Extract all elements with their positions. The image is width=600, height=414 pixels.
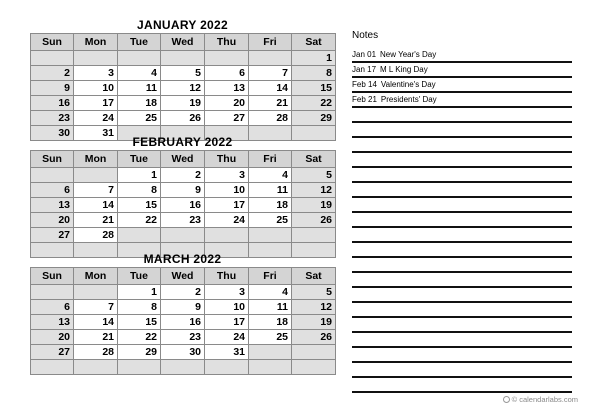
day-cell: 10 [205,183,249,198]
week-row [31,315,336,330]
notes-panel [352,28,572,393]
day-cell: 12 [292,183,336,198]
month-calendar-march [30,252,335,375]
week-row [31,198,336,213]
day-cell: 12 [161,81,205,96]
weekday-header: Mon [74,151,118,168]
note-line[interactable] [352,48,572,63]
day-cell: 20 [205,96,249,111]
day-cell: 26 [292,330,336,345]
week-row [31,330,336,345]
week-row [31,66,336,81]
calendarlabs-logo-icon [503,396,510,403]
day-cell: 21 [74,213,118,228]
note-date: Jan 17 [352,65,377,74]
day-cell: 31 [74,126,118,141]
day-cell: 3 [205,285,249,300]
day-cell: 28 [74,345,118,360]
day-cell: 2 [31,66,74,81]
day-cell: 26 [161,111,205,126]
weekday-header: Fri [249,151,292,168]
day-cell [205,360,249,375]
day-cell: 15 [292,81,336,96]
weekday-header: Sat [292,151,336,168]
day-cell: 5 [292,168,336,183]
day-cell: 24 [205,330,249,345]
week-row [31,81,336,96]
weekday-header-row [31,268,336,285]
day-cell: 29 [118,345,161,360]
day-cell: 17 [74,96,118,111]
weekday-header: Wed [161,151,205,168]
day-cell [74,51,118,66]
day-cell: 8 [118,183,161,198]
day-cell: 15 [118,315,161,330]
note-line[interactable] [352,198,572,213]
day-cell: 13 [31,198,74,213]
day-cell: 16 [161,198,205,213]
note-line[interactable] [352,363,572,378]
month-calendar-january [30,18,335,141]
week-row [31,213,336,228]
calendar-grid [30,150,336,258]
day-cell [118,360,161,375]
note-line[interactable] [352,288,572,303]
weekday-header: Sun [31,34,74,51]
day-cell: 2 [161,168,205,183]
day-cell: 27 [205,111,249,126]
weekday-header: Tue [118,34,161,51]
day-cell: 18 [118,96,161,111]
day-cell: 30 [161,345,205,360]
day-cell: 1 [118,168,161,183]
weekday-header: Tue [118,268,161,285]
day-cell: 13 [205,81,249,96]
day-cell: 11 [249,183,292,198]
day-cell [31,360,74,375]
note-line[interactable] [352,168,572,183]
week-row [31,228,336,243]
note-line[interactable] [352,273,572,288]
weekday-header: Fri [249,34,292,51]
day-cell: 19 [161,96,205,111]
note-line[interactable] [352,258,572,273]
day-cell: 14 [74,315,118,330]
day-cell: 26 [292,213,336,228]
week-row [31,168,336,183]
day-cell: 9 [31,81,74,96]
day-cell: 22 [118,213,161,228]
day-cell: 17 [205,315,249,330]
day-cell [31,285,74,300]
calendar-grid [30,33,336,141]
day-cell: 9 [161,183,205,198]
weekday-header: Thu [205,151,249,168]
day-cell [249,360,292,375]
note-line[interactable] [352,213,572,228]
week-row [31,285,336,300]
day-cell: 29 [292,111,336,126]
footer-credit [503,395,578,404]
day-cell [31,168,74,183]
day-cell: 25 [249,330,292,345]
day-cell: 18 [249,198,292,213]
weekday-header: Mon [74,34,118,51]
note-text: Presidents' Day [380,95,437,104]
day-cell: 1 [292,51,336,66]
day-cell: 7 [249,66,292,81]
day-cell: 1 [118,285,161,300]
day-cell: 17 [205,198,249,213]
day-cell [31,51,74,66]
day-cell: 3 [205,168,249,183]
day-cell [205,51,249,66]
weekday-header: Mon [74,268,118,285]
month-title: JANUARY 2022 [137,18,228,32]
month-title: FEBRUARY 2022 [132,135,233,149]
day-cell: 19 [292,315,336,330]
day-cell: 28 [74,228,118,243]
month-calendar-february [30,135,335,258]
note-line[interactable] [352,78,572,93]
day-cell: 20 [31,330,74,345]
day-cell: 24 [74,111,118,126]
day-cell: 12 [292,300,336,315]
note-line[interactable] [352,93,572,108]
day-cell: 28 [249,111,292,126]
note-date: Feb 14 [352,80,377,89]
note-text: M L King Day [380,65,428,74]
day-cell: 9 [161,300,205,315]
weekday-header: Wed [161,34,205,51]
day-cell [292,345,336,360]
day-cell [118,228,161,243]
day-cell [249,345,292,360]
weekday-header: Thu [205,34,249,51]
day-cell [161,51,205,66]
note-line[interactable] [352,243,572,258]
day-cell: 5 [292,285,336,300]
day-cell: 25 [249,213,292,228]
note-date: Jan 01 [352,50,377,59]
note-line[interactable] [352,183,572,198]
weekday-header: Wed [161,268,205,285]
note-line[interactable] [352,228,572,243]
day-cell: 10 [74,81,118,96]
note-line[interactable] [352,63,572,78]
note-line[interactable] [352,333,572,348]
day-cell: 23 [31,111,74,126]
day-cell: 14 [74,198,118,213]
day-cell: 16 [31,96,74,111]
day-cell: 13 [31,315,74,330]
day-cell: 4 [249,285,292,300]
note-line[interactable] [352,318,572,333]
day-cell [74,360,118,375]
day-cell: 27 [31,228,74,243]
note-line[interactable] [352,123,572,138]
week-row [31,345,336,360]
note-text: Valentine's Day [380,80,436,89]
day-cell: 25 [118,111,161,126]
weekday-header: Sat [292,34,336,51]
day-cell: 27 [31,345,74,360]
weekday-header: Tue [118,151,161,168]
note-line[interactable] [352,153,572,168]
day-cell [161,228,205,243]
day-cell: 2 [161,285,205,300]
day-cell: 23 [161,213,205,228]
note-line[interactable] [352,138,572,153]
day-cell: 7 [74,300,118,315]
day-cell: 4 [118,66,161,81]
notes-lines [352,48,572,393]
calendar-grid [30,267,336,375]
day-cell [249,51,292,66]
day-cell: 21 [74,330,118,345]
day-cell: 21 [249,96,292,111]
day-cell: 7 [74,183,118,198]
day-cell: 8 [118,300,161,315]
day-cell: 4 [249,168,292,183]
day-cell: 20 [31,213,74,228]
note-line[interactable] [352,378,572,393]
note-text: New Year's Day [380,50,437,59]
day-cell: 6 [205,66,249,81]
note-line[interactable] [352,303,572,318]
day-cell: 23 [161,330,205,345]
notes-title: Notes [352,30,379,41]
day-cell [205,228,249,243]
week-row [31,183,336,198]
day-cell: 15 [118,198,161,213]
weekday-header: Fri [249,268,292,285]
weekday-header: Sat [292,268,336,285]
week-row [31,360,336,375]
day-cell: 8 [292,66,336,81]
note-line[interactable] [352,348,572,363]
week-row [31,300,336,315]
day-cell: 6 [31,183,74,198]
month-title: MARCH 2022 [143,252,222,266]
day-cell: 22 [292,96,336,111]
day-cell [74,285,118,300]
day-cell [161,360,205,375]
day-cell: 11 [118,81,161,96]
week-row [31,51,336,66]
day-cell [118,51,161,66]
weekday-header: Sun [31,268,74,285]
week-row [31,111,336,126]
weekday-header-row [31,151,336,168]
day-cell [292,228,336,243]
weekday-header-row [31,34,336,51]
day-cell [74,168,118,183]
day-cell: 5 [161,66,205,81]
day-cell [292,360,336,375]
day-cell: 6 [31,300,74,315]
day-cell: 22 [118,330,161,345]
day-cell: 31 [205,345,249,360]
day-cell: 14 [249,81,292,96]
day-cell: 24 [205,213,249,228]
day-cell: 11 [249,300,292,315]
day-cell: 10 [205,300,249,315]
weekday-header: Thu [205,268,249,285]
day-cell [249,228,292,243]
day-cell: 18 [249,315,292,330]
day-cell: 19 [292,198,336,213]
day-cell: 16 [161,315,205,330]
day-cell: 30 [31,126,74,141]
footer-text: © calendarlabs.com [511,395,578,404]
week-row [31,96,336,111]
day-cell: 3 [74,66,118,81]
weekday-header: Sun [31,151,74,168]
note-date: Feb 21 [352,95,377,104]
note-line[interactable] [352,108,572,123]
